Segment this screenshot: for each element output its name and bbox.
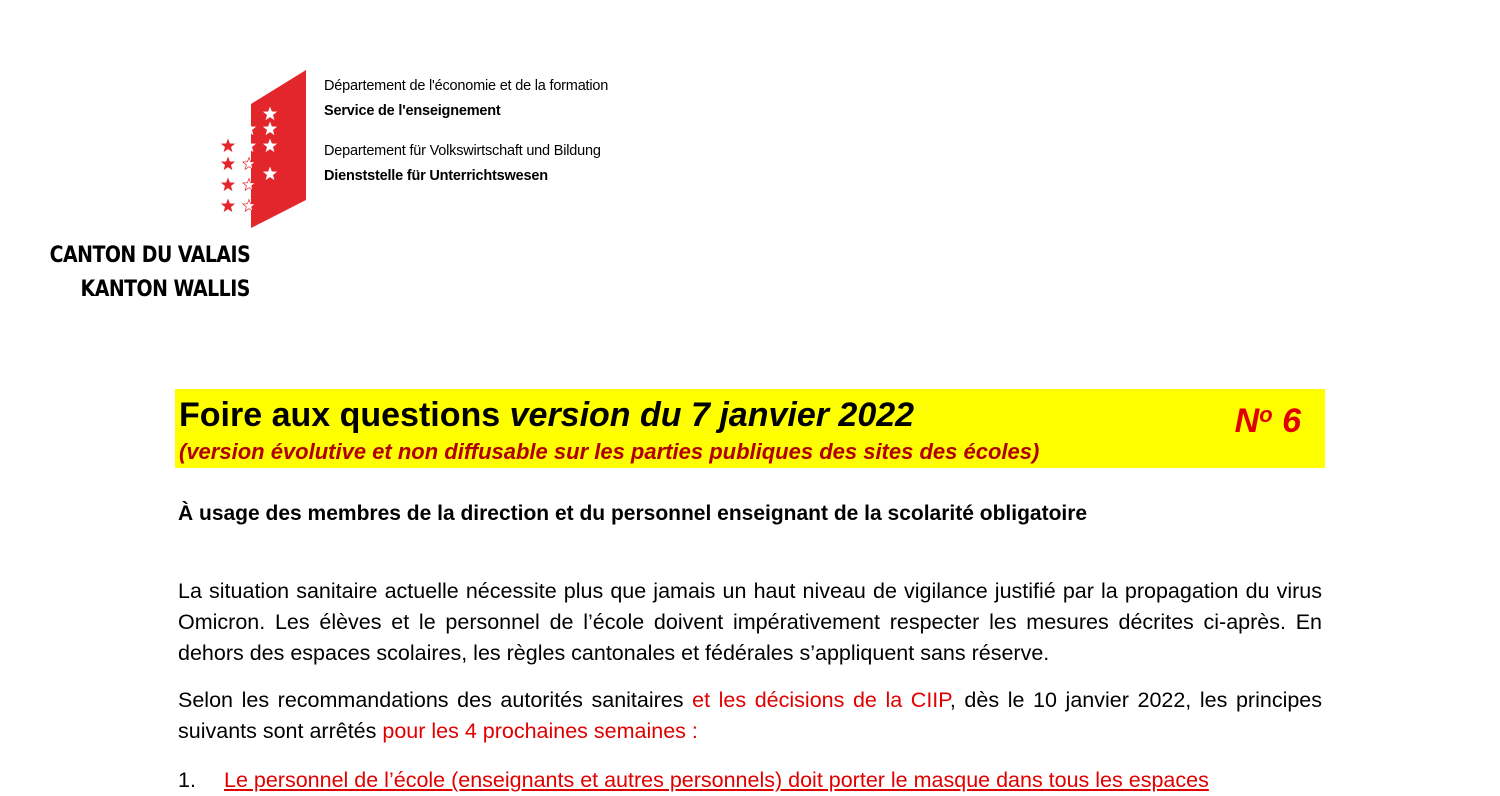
department-fr: Département de l'économie et de la formation: [324, 78, 609, 94]
document-title: Foire aux questions version du 7 janvier 2022: [179, 396, 915, 434]
service-fr: Service de l'enseignement: [324, 103, 501, 119]
department-de: Departement für Volkswirtschaft und Bildung: [324, 143, 601, 159]
star-icon: [221, 157, 235, 171]
audience-heading: À usage des membres de la direction et du personnel enseignant de la scolarité obligatoire: [178, 502, 1088, 525]
star-icon: [221, 199, 235, 213]
list-item-text: Le personnel de l’école (enseignants et autres personnels) doit porter le masque dans tous les espaces: [224, 768, 1209, 792]
list-item: [178, 765, 1209, 796]
document-number: $N^o$ 6: [1234, 402, 1301, 440]
star-icon: [221, 139, 235, 153]
intro-paragraph: La situation sanitaire actuelle nécessite plus que jamais un haut niveau de vigilance justifié par la propagation du virus Omicron. Les élèves et le personnel de l’école doivent impérativement respecter les mesures décrites ci-après. En dehors des espaces scolaires, les règles cantonales et fédérales s’appliquent sans réserve.: [178, 579, 1322, 665]
service-de: Dienststelle für Unterrichtswesen: [324, 168, 548, 184]
principles-paragraph: Selon les recommandations des autorités sanitaires et les décisions de la CIIP, dès le 10 janvier 2022, les principes suivants sont arrêtés pour les 4 prochaines semaines :: [178, 688, 1323, 743]
document-subtitle: (version évolutive et non diffusable sur les parties publiques des sites des écoles): [179, 439, 1040, 464]
valais-coat-of-arms-icon: [215, 70, 310, 230]
star-icon: [221, 178, 235, 192]
list-item-number: 1.: [178, 768, 196, 792]
canton-name-fr: CANTON DU VALAIS: [49, 243, 250, 268]
canton-name-de: KANTON WALLIS: [80, 277, 250, 302]
title-banner: [175, 389, 1325, 468]
